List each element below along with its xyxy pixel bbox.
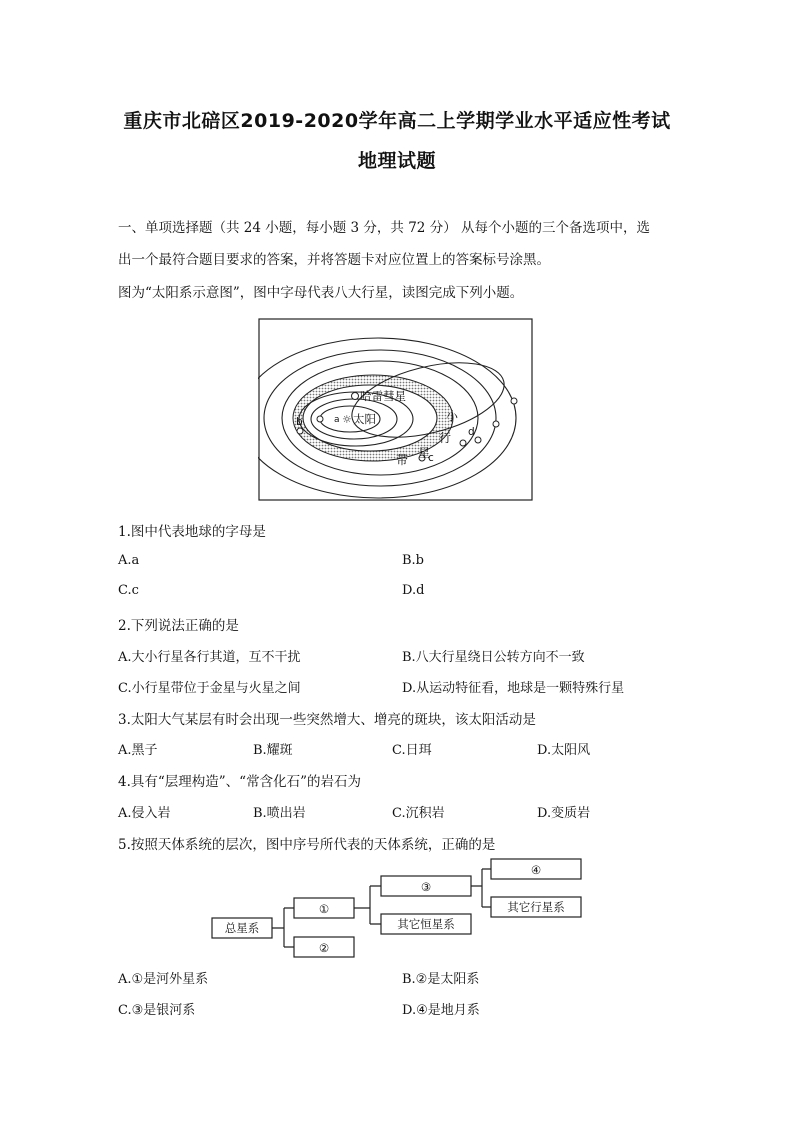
question-1-option-c: C.c (118, 583, 139, 598)
question-2-option-d: D.从运动特征看，地球是一颗特殊行星 (402, 681, 625, 696)
question-4-option-a: A.侵入岩 (118, 806, 171, 821)
label-four: ④ (530, 863, 542, 877)
question-2-option-a: A.大小行星各行其道，互不干扰 (118, 650, 301, 665)
question-5-option-d: D.④是地月系 (402, 1003, 480, 1018)
question-1-option-d: D.d (402, 583, 425, 598)
question-1-option-a: A.a (118, 553, 140, 568)
question-3-option-c: C.日珥 (392, 743, 432, 758)
question-4-stem: 4.具有“层理构造”、“常含化石”的岩石为 (118, 774, 361, 790)
question-2-stem: 2.下列说法正确的是 (118, 618, 239, 634)
label-one: ① (318, 902, 330, 916)
sun-symbol: ☼ (342, 413, 352, 426)
planet-a (317, 416, 323, 422)
question-2-option-c: C.小行星带位于金星与火星之间 (118, 681, 301, 696)
label-three: ③ (420, 880, 432, 894)
section-heading-line1: 一、单项选择题（共 24 小题，每小题 3 分，共 72 分） 从每个小题的三个备选项中，选 (118, 220, 650, 236)
question-2-option-b: B.八大行星绕日公转方向不一致 (402, 650, 585, 665)
question-3-option-d: D.太阳风 (537, 743, 591, 758)
celestial-system-figure (208, 855, 588, 959)
planet-outer-1 (493, 421, 499, 427)
question-5-option-a: A.①是河外星系 (118, 972, 209, 987)
question-5-option-b: B.②是太阳系 (402, 972, 480, 987)
question-3-option-a: A.黑子 (118, 743, 158, 758)
section-heading-line2: 出一个最符合题目要求的答案，并将答题卡对应位置上的答案标号涂黑。 (118, 252, 550, 268)
solar-system-figure (258, 318, 534, 502)
question-5-option-c: C.③是银河系 (118, 1003, 196, 1018)
figure-intro: 图为“太阳系示意图”，图中字母代表八大行星，读图完成下列小题。 (118, 285, 524, 301)
label-two: ② (318, 941, 330, 955)
question-3-option-b: B.耀斑 (253, 743, 293, 758)
planet-c-label: c (428, 452, 434, 464)
planet-a-label: a (334, 415, 340, 425)
sun-label: 太阳 (353, 412, 376, 426)
comet-label: 哈雷彗星 (360, 389, 406, 403)
planet-outer-2 (511, 398, 517, 404)
label-total-galaxy: 总星系 (224, 921, 260, 935)
question-3-stem: 3.太阳大气某层有时会出现一些突然增大、增亮的斑块，该太阳活动是 (118, 712, 536, 728)
belt-label-3: 星 (418, 446, 431, 460)
question-1-option-b: B.b (402, 553, 425, 568)
question-4-option-c: C.沉积岩 (392, 806, 445, 821)
planet-d-label: d (468, 426, 475, 438)
question-5-stem: 5.按照天体系统的层次，图中序号所代表的天体系统，正确的是 (118, 837, 496, 853)
question-4-option-d: D.变质岩 (537, 806, 591, 821)
planet-b (297, 428, 303, 434)
planet-b-label: b (296, 416, 303, 428)
question-1-stem: 1.图中代表地球的字母是 (118, 524, 266, 540)
exam-title: 重庆市北碚区2019-2020学年高二上学期学业水平适应性考试 (123, 110, 671, 132)
planet-misc (460, 440, 466, 446)
belt-label-2: 行 (439, 431, 452, 445)
label-other-planet: 其它行星系 (507, 900, 565, 914)
belt-label-4: 带 (396, 453, 409, 467)
question-4-option-b: B.喷出岩 (253, 806, 306, 821)
planet-d (475, 437, 481, 443)
comet-nucleus (352, 393, 359, 400)
exam-subtitle: 地理试题 (357, 150, 436, 172)
belt-label-1: 小 (446, 409, 459, 423)
label-other-star: 其它恒星系 (397, 917, 455, 931)
